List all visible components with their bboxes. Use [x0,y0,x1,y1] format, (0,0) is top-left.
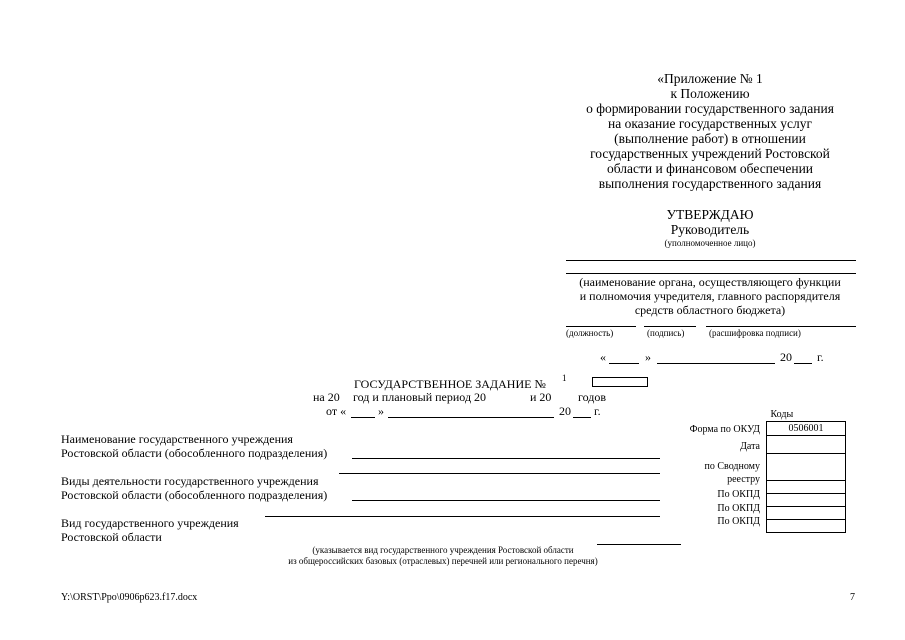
task-year-line [573,417,591,418]
task-plan-period: год и плановый период 20 [353,390,487,404]
activity-line[interactable] [265,516,660,517]
codes-table [766,409,846,533]
approve-date-open: « [600,350,606,364]
approve-line-2 [566,273,856,274]
approve-body-line: и полномочия учредителя, главного распорядителя [579,289,841,303]
approve-authorized-caption: (уполномоченное лицо) [664,238,756,248]
okpd-label: По ОКПД [717,503,760,514]
task-from-suffix: г. [594,404,601,418]
okpd-cell[interactable] [767,493,846,506]
approve-head: Руководитель [670,222,750,237]
appendix-line: «Приложение № 1 [657,71,763,86]
appendix-line: выполнения государственного задания [598,176,822,191]
okud-label: Форма по ОКУД [689,424,760,435]
inst-name-label: Наименование государственного учреждения [61,432,293,446]
approve-day-line [609,363,639,364]
approve-month-line [657,363,775,364]
approve-year-line [794,363,812,364]
appendix-line: государственных учреждений Ростовской [590,146,830,161]
footer-path: Y:\ORST\Ppo\0906p623.f17.docx [61,592,198,603]
position-caption: (должность) [566,328,614,338]
task-from: от « [326,404,347,418]
appendix-line: области и финансовом обеспечении [606,161,814,176]
okpd-label: По ОКПД [717,489,760,500]
registry-label: реестру [727,474,760,485]
inst-name-line[interactable] [339,473,660,474]
approve-year-suffix: г. [817,350,824,364]
task-years: годов [578,390,607,404]
okpd-cell[interactable] [767,506,846,519]
decoding-line [706,326,856,327]
activity-label: Виды деятельности государственного учреждения [61,474,319,488]
okpd-cell[interactable] [767,480,846,493]
task-for: на 20 [313,390,340,404]
task-month-line [388,417,554,418]
inst-name-line[interactable] [352,458,660,459]
inst-name-label: Ростовской области (обособленного подразделения) [61,446,328,460]
appendix-line: на оказание государственных услуг [607,116,813,131]
appendix-line: к Положению [670,86,750,101]
type-note: (указывается вид государственного учреждения Ростовской области [312,545,574,555]
position-line [566,326,636,327]
task-and: и 20 [530,390,552,404]
blank-code-cell[interactable] [767,519,846,532]
type-label: Вид государственного учреждения [61,516,239,530]
approve-line-1 [566,260,856,261]
approve-title: УТВЕРЖДАЮ [666,207,754,222]
decoding-caption: (расшифровка подписи) [709,328,801,338]
task-title: ГОСУДАРСТВЕННОЕ ЗАДАНИЕ № [354,377,546,391]
codes-header: Коды [770,409,794,421]
type-note: из общероссийских базовых (отраслевых) перечней или регионального перечня) [288,556,598,566]
date-cell[interactable] [767,435,846,453]
okud-value[interactable]: 0506001 [767,421,846,435]
approve-body-line: средств областного бюджета) [634,303,786,317]
registry-cell[interactable] [767,453,846,480]
date-label: Дата [740,441,760,452]
task-from-mid: » [378,404,384,418]
signature-line [644,326,696,327]
task-number-box[interactable] [592,377,648,387]
okpd-label: По ОКПД [717,516,760,527]
type-label: Ростовской области [61,530,162,544]
approve-year: 20 [780,350,792,364]
activity-line[interactable] [352,500,660,501]
registry-label: по Сводному [704,461,760,472]
appendix-line: о формировании государственного задания [586,101,834,116]
signature-caption: (подпись) [647,328,685,338]
task-from-year: 20 [559,404,571,418]
activity-label: Ростовской области (обособленного подразделения) [61,488,328,502]
approve-date-mid: » [645,350,651,364]
page-number: 7 [850,592,855,603]
approve-body-line: (наименование органа, осуществляющего функции [579,275,841,289]
appendix-line: (выполнение работ) в отношении [614,131,806,146]
task-day-line [351,417,375,418]
task-footnote: 1 [562,373,567,383]
